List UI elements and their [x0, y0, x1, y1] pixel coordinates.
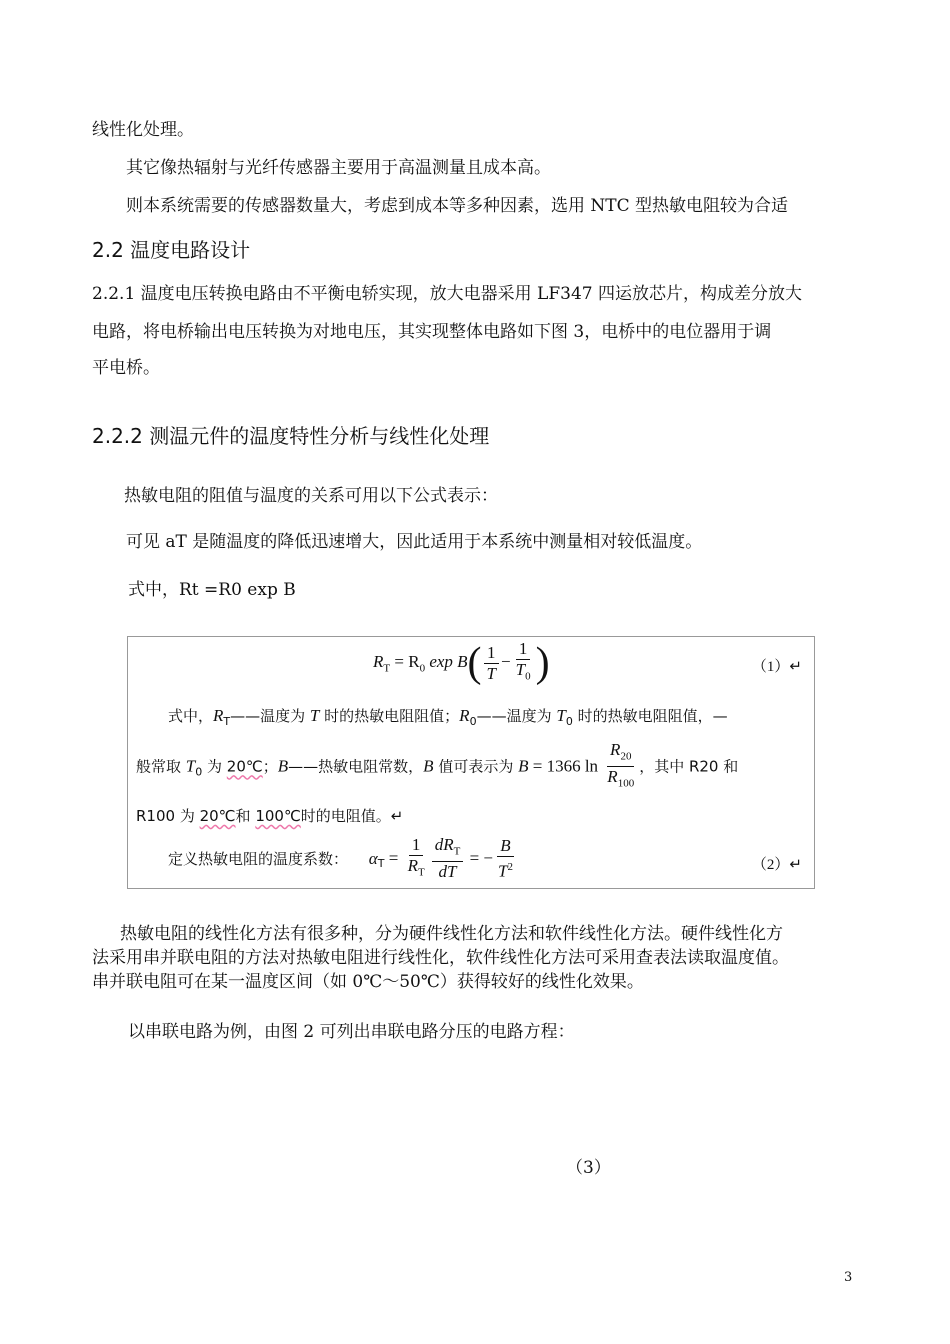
equation-1: $R_T = R_0$ exp B( $\frac{1}{T}$ − $\frac{1}{T_0}$ ) [373, 639, 550, 686]
paragraph-line: 式中，Rt =R0 exp B [128, 580, 296, 600]
paragraph-line: 线性化处理。 [92, 120, 194, 140]
formula-text-line: 式中，$R_T——$温度为 T 时的热敏电阻阻值；$R_0——$温度为 $T_0$ 时的热敏电阻阻值，— [168, 706, 728, 728]
paragraph-line: 法采用串并联电阻的方法对热敏电阻进行线性化，软件线性化方法可采用查表法读取温度值。 [92, 948, 789, 968]
paragraph-line: 电路，将电桥输出电压转换为对地电压，其实现整体电路如下图 3，电桥中的电位器用于调 [92, 322, 772, 342]
section-heading: 2.2 温度电路设计 [92, 238, 251, 262]
equation-number: （1）↵ [751, 659, 802, 675]
paren-right: ) [535, 640, 550, 686]
paragraph-line: 以串联电路为例，由图 2 可列出串联电路分压的电路方程： [128, 1022, 575, 1042]
equation-number: （3） [566, 1158, 611, 1178]
formula-box [127, 636, 815, 889]
paragraph-line: 可见 aT 是随温度的降低迅速增大，因此适用于本系统中测量相对较低温度。 [126, 532, 703, 552]
paragraph-line: 则本系统需要的传感器数量大，考虑到成本等多种因素，选用 NTC 型热敏电阻较为合适 [126, 196, 789, 216]
page-number: 3 [844, 1270, 853, 1285]
paragraph-line: 热敏电阻的线性化方法有很多种，分为硬件线性化方法和软件线性化方法。硬件线性化方 [120, 924, 783, 944]
paren-left: ( [467, 640, 482, 686]
paragraph-line: 串并联电阻可在某一温度区间（如 0℃～50℃）获得较好的线性化效果。 [92, 972, 644, 992]
equation-2: 定义热敏电阻的温度系数： $\alpha_T$ = $\frac{1}{R_T}$ $\frac{dR_T}{dT}$ = − $\frac{B}{T^2}$ [168, 835, 513, 882]
formula-text-line: 般常取 $T_0$ 为 20℃；B——热敏电阻常数，B 值可表示为 B = 1366 ln $\frac{R_{20}}{R_{100}}$ ，其中 R20 和 [136, 740, 739, 790]
subsection-heading: 2.2.2 测温元件的温度特性分析与线性化处理 [92, 424, 490, 448]
formula-text-line: R100 为 20℃和 100℃时的电阻值。↵ [136, 807, 404, 825]
paragraph-line: 平电桥。 [92, 358, 160, 378]
paragraph-line: 2.2.1 温度电压转换电路由不平衡电轿实现，放大电器采用 LF347 四运放芯片，构成差分放大 [92, 284, 802, 304]
equation-number: （2）↵ [751, 857, 802, 873]
paragraph-line: 其它像热辐射与光纤传感器主要用于高温测量且成本高。 [126, 158, 551, 178]
paragraph-line: 热敏电阻的阻值与温度的关系可用以下公式表示： [124, 486, 498, 506]
